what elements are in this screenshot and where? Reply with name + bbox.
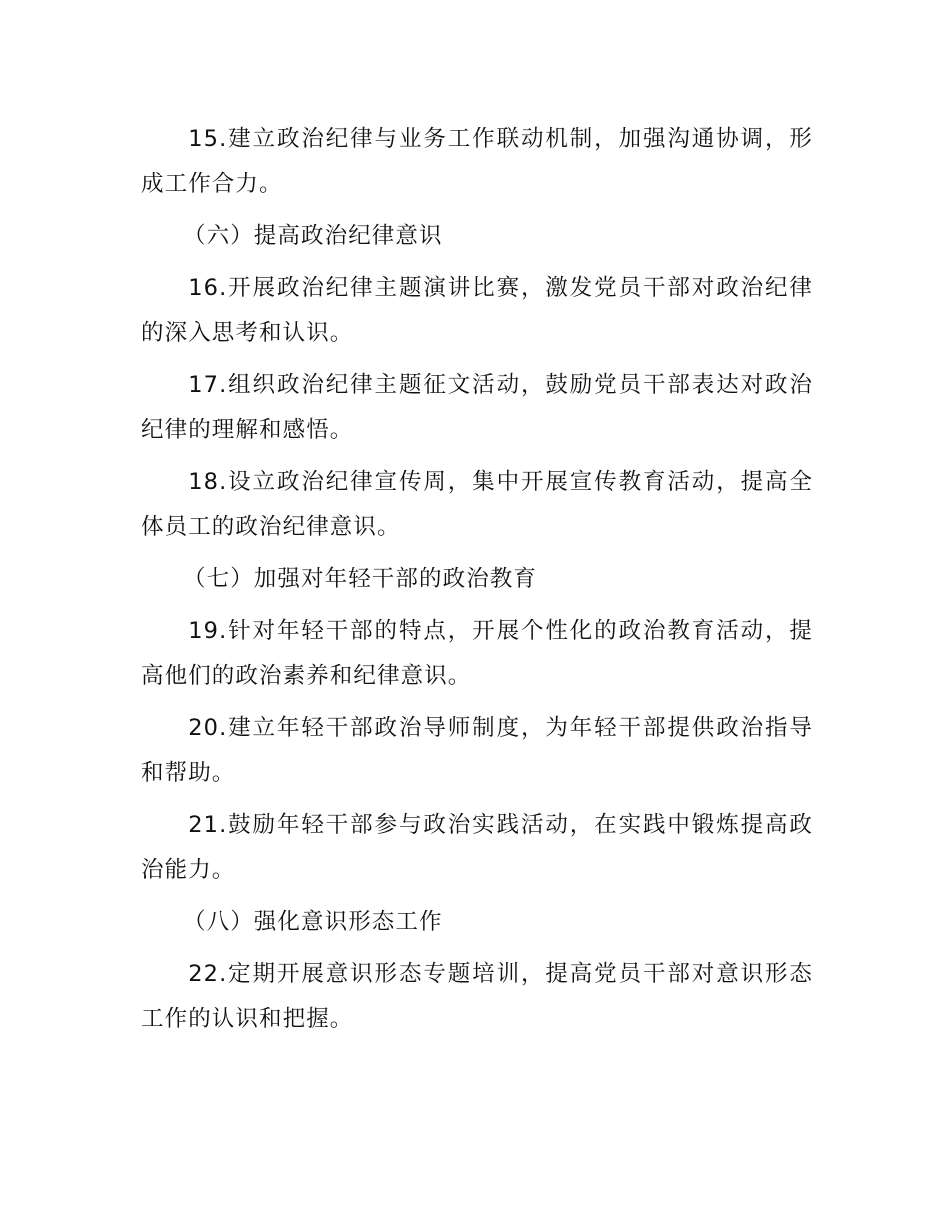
paragraph-item-19: 19.针对年轻干部的特点，开展个性化的政治教育活动，提高他们的政治素养和纪律意识。 — [141, 618, 813, 689]
section-heading-7: （七）加强对年轻干部的政治教育 — [183, 566, 538, 592]
paragraph-item-16: 16.开展政治纪律主题演讲比赛，激发党员干部对政治纪律的深入思考和认识。 — [141, 275, 813, 346]
document-body — [141, 117, 813, 1049]
paragraph-item-21: 21.鼓励年轻干部参与政治实践活动，在实践中锻炼提高政治能力。 — [141, 812, 813, 883]
section-heading-8: （八）强化意识形态工作 — [183, 909, 443, 935]
paragraph-item-15: 15.建立政治纪律与业务工作联动机制，加强沟通协调，形成工作合力。 — [141, 126, 813, 197]
paragraph-item-18: 18.设立政治纪律宣传周，集中开展宣传教育活动，提高全体员工的政治纪律意识。 — [141, 469, 813, 540]
paragraph-item-22: 22.定期开展意识形态专题培训，提高党员干部对意识形态工作的认识和把握。 — [141, 961, 813, 1032]
section-heading-6: （六）提高政治纪律意识 — [183, 223, 443, 249]
paragraph-item-20: 20.建立年轻干部政治导师制度，为年轻干部提供政治指导和帮助。 — [141, 715, 813, 786]
paragraph-item-17: 17.组织政治纪律主题征文活动，鼓励党员干部表达对政治纪律的理解和感悟。 — [141, 372, 813, 443]
